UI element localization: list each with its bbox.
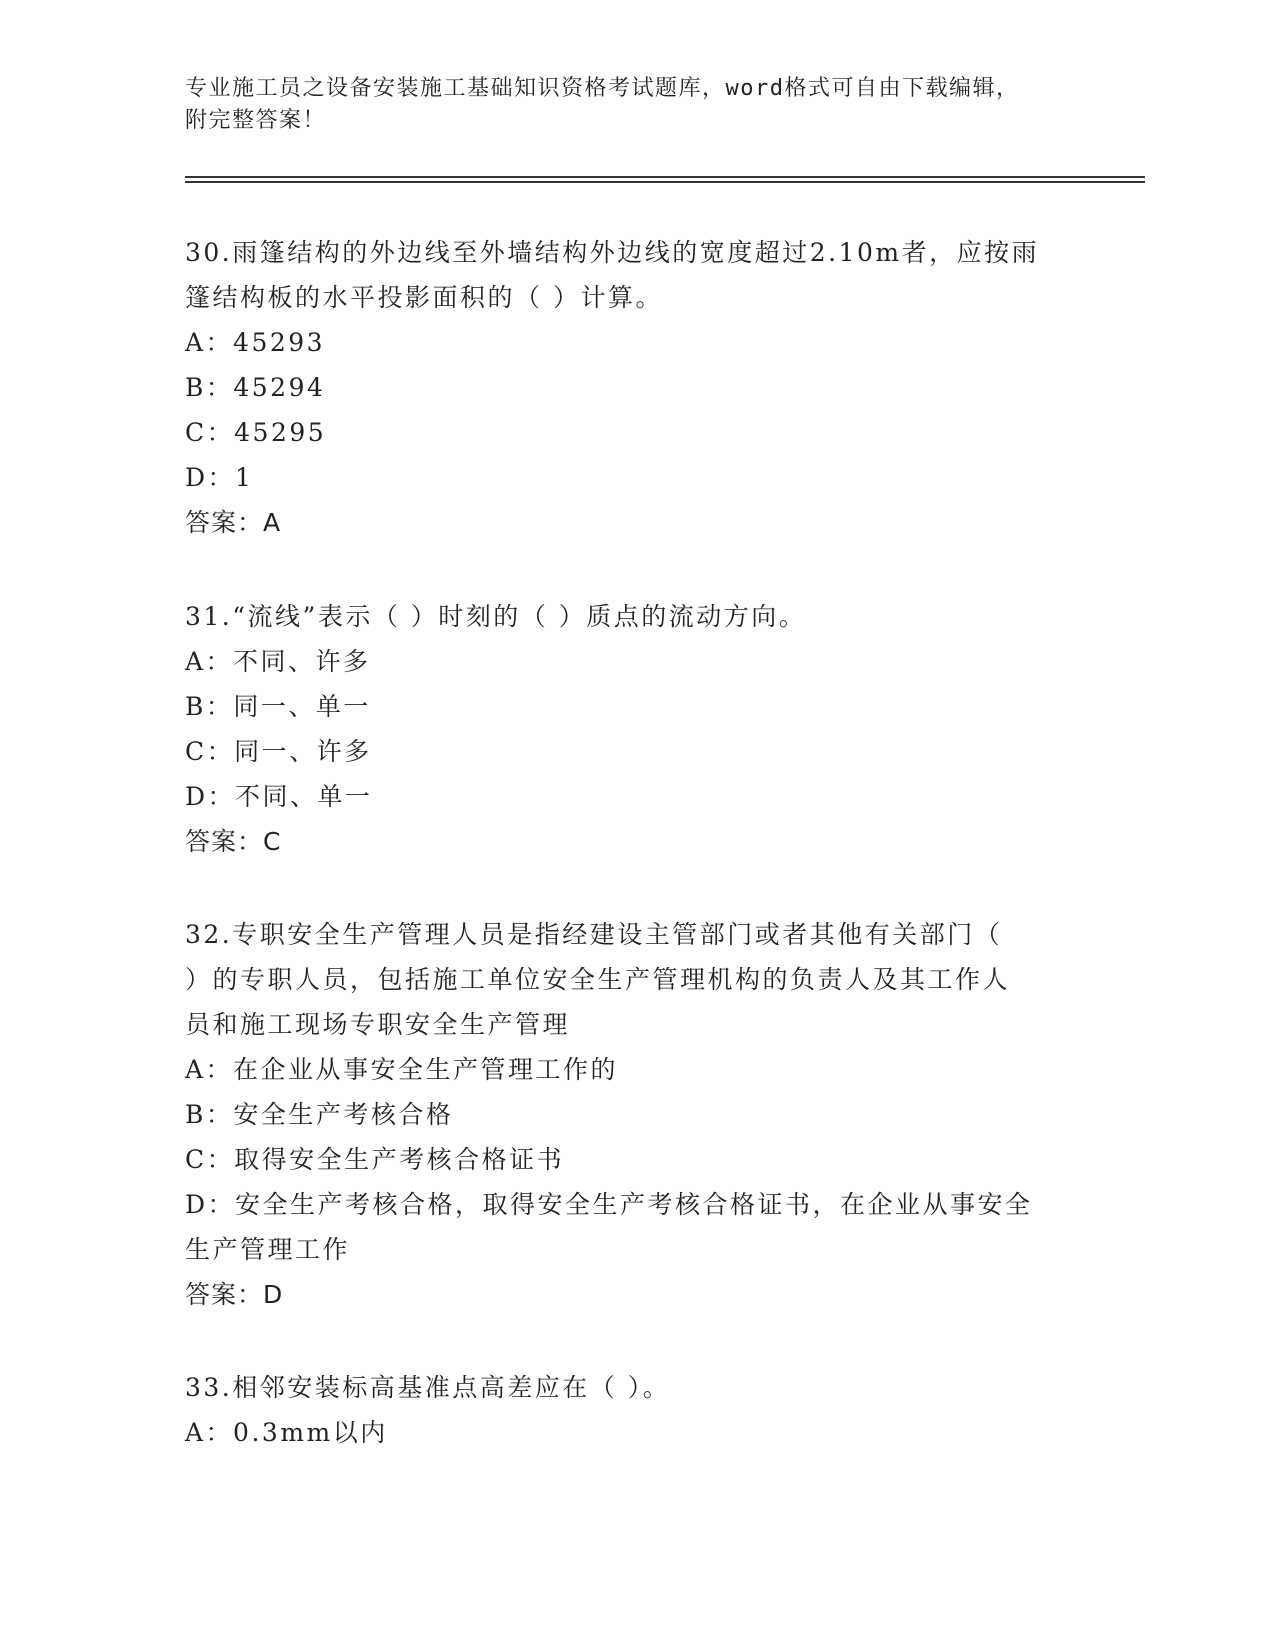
option-c: C：取得安全生产考核合格证书 (185, 1145, 565, 1174)
question-stem-line: 31.“流线”表示（ ）时刻的（ ）质点的流动方向。 (185, 602, 807, 631)
option-d: D：安全生产考核合格，取得安全生产考核合格证书，在企业从事安全 (185, 1190, 1033, 1219)
option-b: B：安全生产考核合格 (185, 1100, 454, 1129)
header-divider-top (185, 176, 1145, 178)
answer-label: 答案：D (185, 1280, 284, 1309)
question-stem-line: ）的专职人员，包括施工单位安全生产管理机构的负责人及其工作人 (185, 965, 1011, 994)
document-header (185, 73, 1065, 137)
option-a: A：不同、许多 (185, 647, 371, 676)
question-stem-line: 员和施工现场专职安全生产管理 (185, 1010, 571, 1039)
option-d: D：不同、单一 (185, 782, 373, 811)
option-a: A：45293 (185, 328, 326, 357)
question-33 (185, 1365, 1065, 1455)
option-d: D：1 (185, 463, 254, 492)
option-a: A：0.3mm以内 (185, 1418, 388, 1447)
header-divider-bottom (185, 181, 1145, 183)
option-c: C：同一、许多 (185, 737, 372, 766)
header-line-2: 附完整答案！ (185, 108, 327, 133)
question-31 (185, 594, 1065, 864)
option-b: B：同一、单一 (185, 692, 371, 721)
option-b: B：45294 (185, 373, 326, 402)
option-d-continued: 生产管理工作 (185, 1235, 351, 1264)
answer-label: 答案：A (185, 508, 282, 537)
answer-label: 答案：C (185, 827, 282, 856)
option-c: C：45295 (185, 418, 327, 447)
question-stem-line: 30.雨篷结构的外边线至外墙结构外边线的宽度超过2.10m者，应按雨 (185, 238, 1040, 267)
question-stem-line: 33.相邻安装标高基准点高差应在（ ）。 (185, 1373, 671, 1402)
question-32 (185, 912, 1065, 1317)
question-stem-line: 32.专职安全生产管理人员是指经建设主管部门或者其他有关部门（ (185, 920, 1003, 949)
question-stem-line: 篷结构板的水平投影面积的（ ）计算。 (185, 283, 663, 312)
question-30 (185, 230, 1065, 545)
header-line-1: 专业施工员之设备安装施工基础知识资格考试题库，word格式可自由下载编辑， (185, 76, 1020, 101)
option-a: A：在企业从事安全生产管理工作的 (185, 1055, 619, 1084)
